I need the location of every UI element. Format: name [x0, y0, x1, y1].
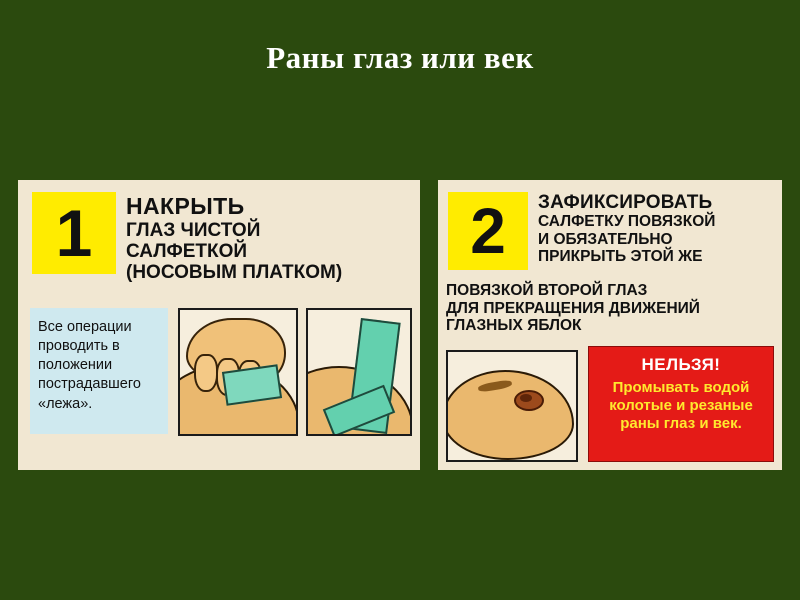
step-2-heading-wide-line-2: ДЛЯ ПРЕКРАЩЕНИЯ ДВИЖЕНИЙ [446, 299, 700, 317]
illustration-injured-eye [446, 350, 578, 462]
wound-center-shape [520, 394, 532, 402]
finger-shape [194, 354, 218, 392]
step-1-heading [126, 194, 412, 284]
poster-divider [420, 180, 438, 470]
page-title: Раны глаз или век [266, 40, 534, 75]
step-2-heading-continued [446, 282, 778, 335]
warning-text [595, 379, 767, 433]
step-number-badge-2: 2 [448, 192, 528, 270]
step-2-heading-line-1: САЛФЕТКУ ПОВЯЗКОЙ [538, 213, 716, 231]
poster-image [18, 180, 782, 470]
warning-line-3: раны глаз и век. [620, 415, 742, 432]
warning-box [588, 346, 774, 462]
step-2-heading-line-2: И ОБЯЗАТЕЛЬНО [538, 230, 673, 248]
step-1-heading-line-1: ГЛАЗ ЧИСТОЙ [126, 219, 261, 241]
step-2-heading-wide-line-3: ГЛАЗНЫХ ЯБЛОК [446, 317, 582, 335]
step-1-heading-line-3: (НОСОВЫМ ПЛАТКОМ) [126, 262, 343, 284]
step-panel-1 [18, 180, 420, 470]
step-2-heading-main: ЗАФИКСИРОВАТЬ [538, 192, 713, 213]
step-2-heading-wide-line-1: ПОВЯЗКОЙ ВТОРОЙ ГЛАЗ [446, 282, 648, 299]
step-1-note: Все операции проводить в положении пострадавшего «лежа». [30, 308, 168, 434]
warning-title: НЕЛЬЗЯ! [641, 355, 721, 374]
step-panel-2 [438, 180, 782, 470]
warning-line-2: колотые и резаные [609, 397, 753, 414]
step-number-badge-1: 1 [32, 192, 116, 274]
illustration-hand-covering-eye [178, 308, 298, 436]
step-1-heading-line-2: САЛФЕТКОЙ [126, 241, 248, 263]
illustration-napkin-strip [306, 308, 412, 436]
step-2-heading-line-3: ПРИКРЫТЬ ЭТОЙ ЖЕ [538, 247, 703, 265]
step-1-heading-main: НАКРЫТЬ [126, 193, 245, 219]
step-2-heading [538, 192, 776, 265]
warning-line-1: Промывать водой [612, 379, 750, 396]
